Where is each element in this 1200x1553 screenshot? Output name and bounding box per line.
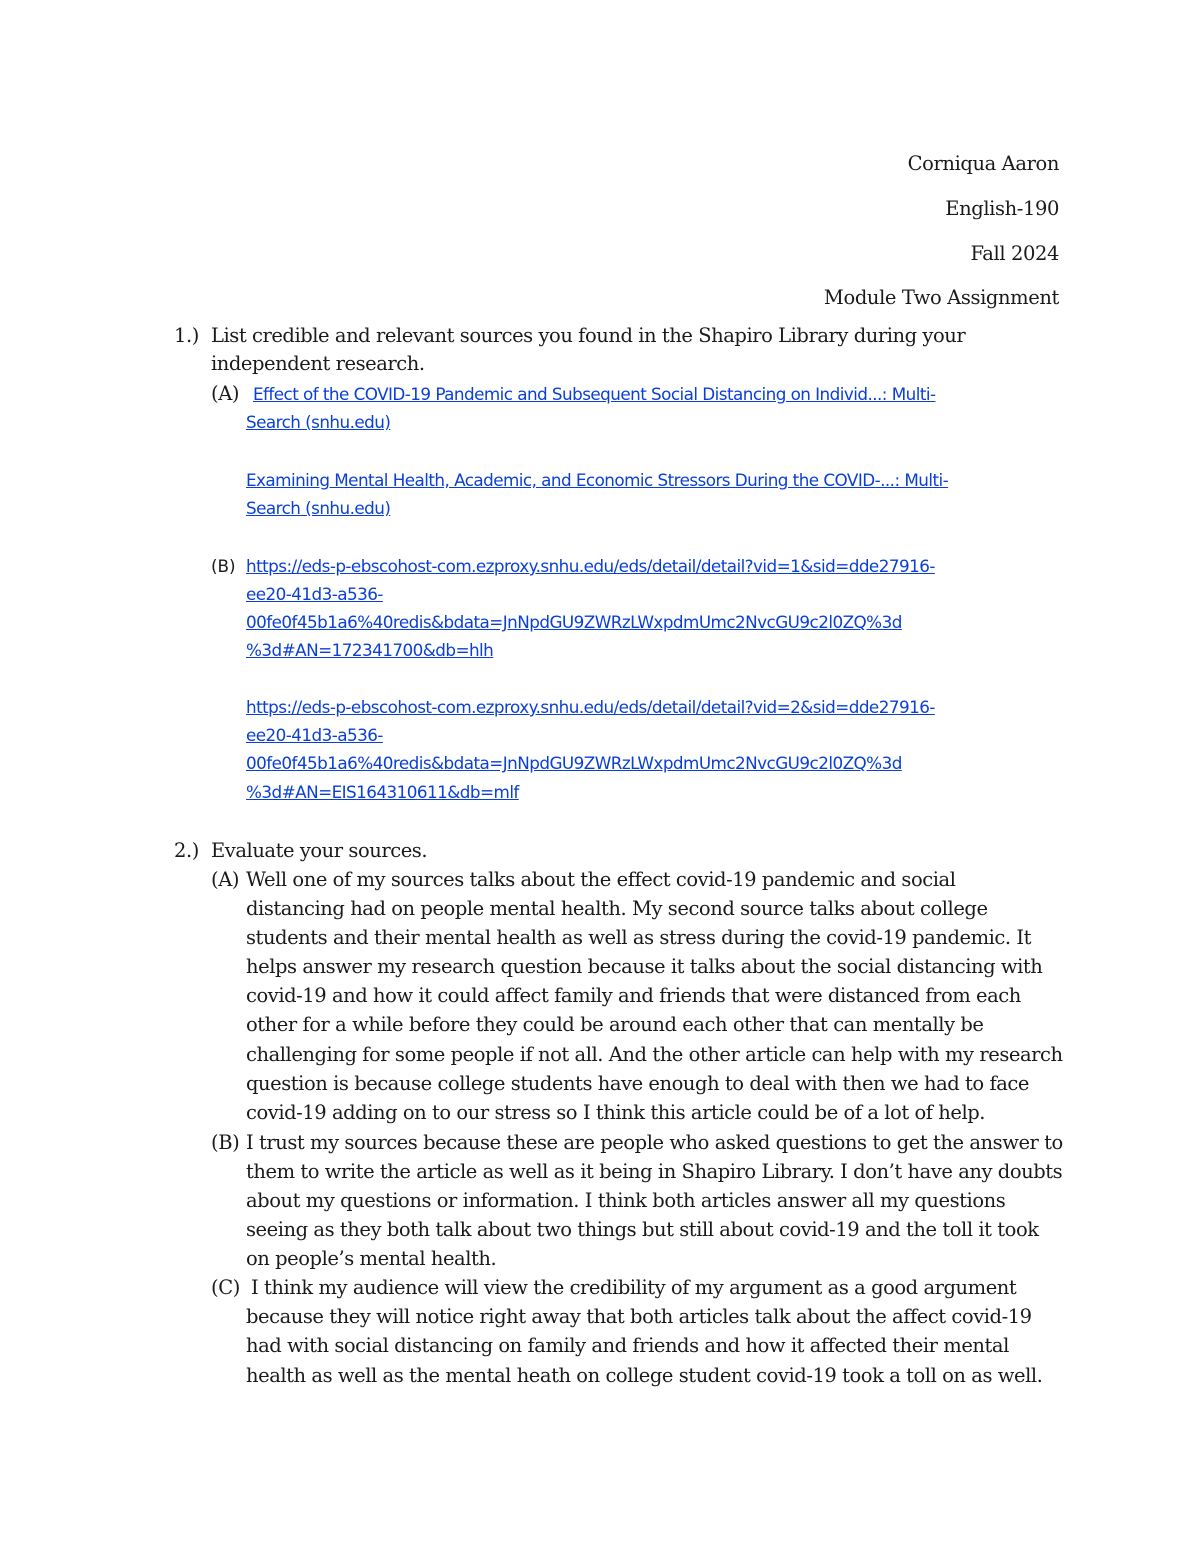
question-2-title: Evaluate your sources.: [211, 839, 428, 862]
source-link-a2[interactable]: Search (snhu.edu): [246, 498, 391, 518]
answer-a-line: covid-19 and how it could affect family and friends that were distanced from each: [246, 984, 1021, 1007]
answer-b-line: them to write the article as well as it being in Shapiro Library. I don’t have any doubts: [246, 1160, 1063, 1183]
source-link-b1[interactable]: https://eds-p-ebscohost-com.ezproxy.snhu.edu/eds/detail/detail?vid=1&sid=dde27916-: [246, 556, 935, 576]
source-link-a1[interactable]: Effect of the COVID-19 Pandemic and Subsequent Social Distancing on Individ...: Multi-: [253, 384, 936, 404]
answer-c-line: I think my audience will view the credibility of my argument as a good argument: [251, 1276, 1017, 1299]
question-1-part-b-label: (B): [211, 556, 236, 576]
answer-c-line: health as well as the mental heath on college student covid-19 took a toll on as well.: [246, 1364, 1043, 1387]
answer-a-line: Well one of my sources talks about the effect covid-19 pandemic and social: [246, 868, 956, 891]
question-2-part-a-label: (A): [211, 868, 240, 891]
source-link-b2[interactable]: ee20-41d3-a536-: [246, 725, 383, 745]
answer-a-line: challenging for some people if not all. And the other article can help with my research: [246, 1043, 1063, 1066]
source-link-b1[interactable]: ee20-41d3-a536-: [246, 584, 383, 604]
answer-a-line: students and their mental health as well as stress during the covid-19 pandemic. It: [246, 926, 1032, 949]
answer-a-line: helps answer my research question because it talks about the social distancing with: [246, 955, 1043, 978]
question-2-part-c-label: (C): [211, 1276, 240, 1299]
answer-a-line: distancing had on people mental health. My second source talks about college: [246, 897, 988, 920]
question-1-number: 1.): [174, 324, 200, 347]
question-2-number: 2.): [174, 839, 200, 862]
source-link-a2[interactable]: Examining Mental Health, Academic, and Economic Stressors During the COVID-...: Multi-: [246, 470, 949, 490]
source-link-b1[interactable]: %3d#AN=172341700&db=hlh: [246, 640, 494, 660]
document-header: [824, 142, 1059, 321]
answer-b-line: seeing as they both talk about two things but still about covid-19 and the toll it took: [246, 1218, 1039, 1241]
answer-b-line: on people’s mental health.: [246, 1247, 497, 1270]
source-link-b2[interactable]: 00fe0f45b1a6%40redis&bdata=JnNpdGU9ZWRzLWxpdmUmc2NvcGU9c2l0ZQ%3d: [246, 753, 902, 773]
course-name: English-190: [945, 196, 1059, 220]
source-link-a1[interactable]: Search (snhu.edu): [246, 412, 391, 432]
source-link-b2[interactable]: https://eds-p-ebscohost-com.ezproxy.snhu.edu/eds/detail/detail?vid=2&sid=dde27916-: [246, 697, 935, 717]
author-name: Corniqua Aaron: [907, 152, 1059, 175]
answer-a-line: covid-19 adding on to our stress so I think this article could be of a lot of help.: [246, 1101, 986, 1124]
question-1-text-line: independent research.: [211, 352, 425, 375]
answer-b-line: about my questions or information. I think both articles answer all my questions: [246, 1189, 1006, 1212]
question-1-part-a-label: (A): [211, 382, 240, 405]
term: Fall 2024: [970, 241, 1059, 265]
answer-a-line: question is because college students have enough to deal with then we had to face: [246, 1072, 1029, 1095]
source-link-b1[interactable]: 00fe0f45b1a6%40redis&bdata=JnNpdGU9ZWRzLWxpdmUmc2NvcGU9c2l0ZQ%3d: [246, 612, 902, 632]
answer-c-line: because they will notice right away that both articles talk about the affect covid-19: [246, 1305, 1032, 1328]
answer-c-line: had with social distancing on family and friends and how it affected their mental: [246, 1334, 1009, 1357]
answer-a-line: other for a while before they could be around each other that can mentally be: [246, 1013, 984, 1036]
assignment-title: Module Two Assignment: [823, 286, 1059, 310]
source-link-b2[interactable]: %3d#AN=EIS164310611&db=mlf: [246, 782, 519, 802]
question-2-part-b-label: (B): [211, 1131, 240, 1154]
answer-b-line: I trust my sources because these are people who asked questions to get the answer to: [246, 1131, 1063, 1154]
question-1-text-line: List credible and relevant sources you found in the Shapiro Library during your: [211, 324, 966, 347]
